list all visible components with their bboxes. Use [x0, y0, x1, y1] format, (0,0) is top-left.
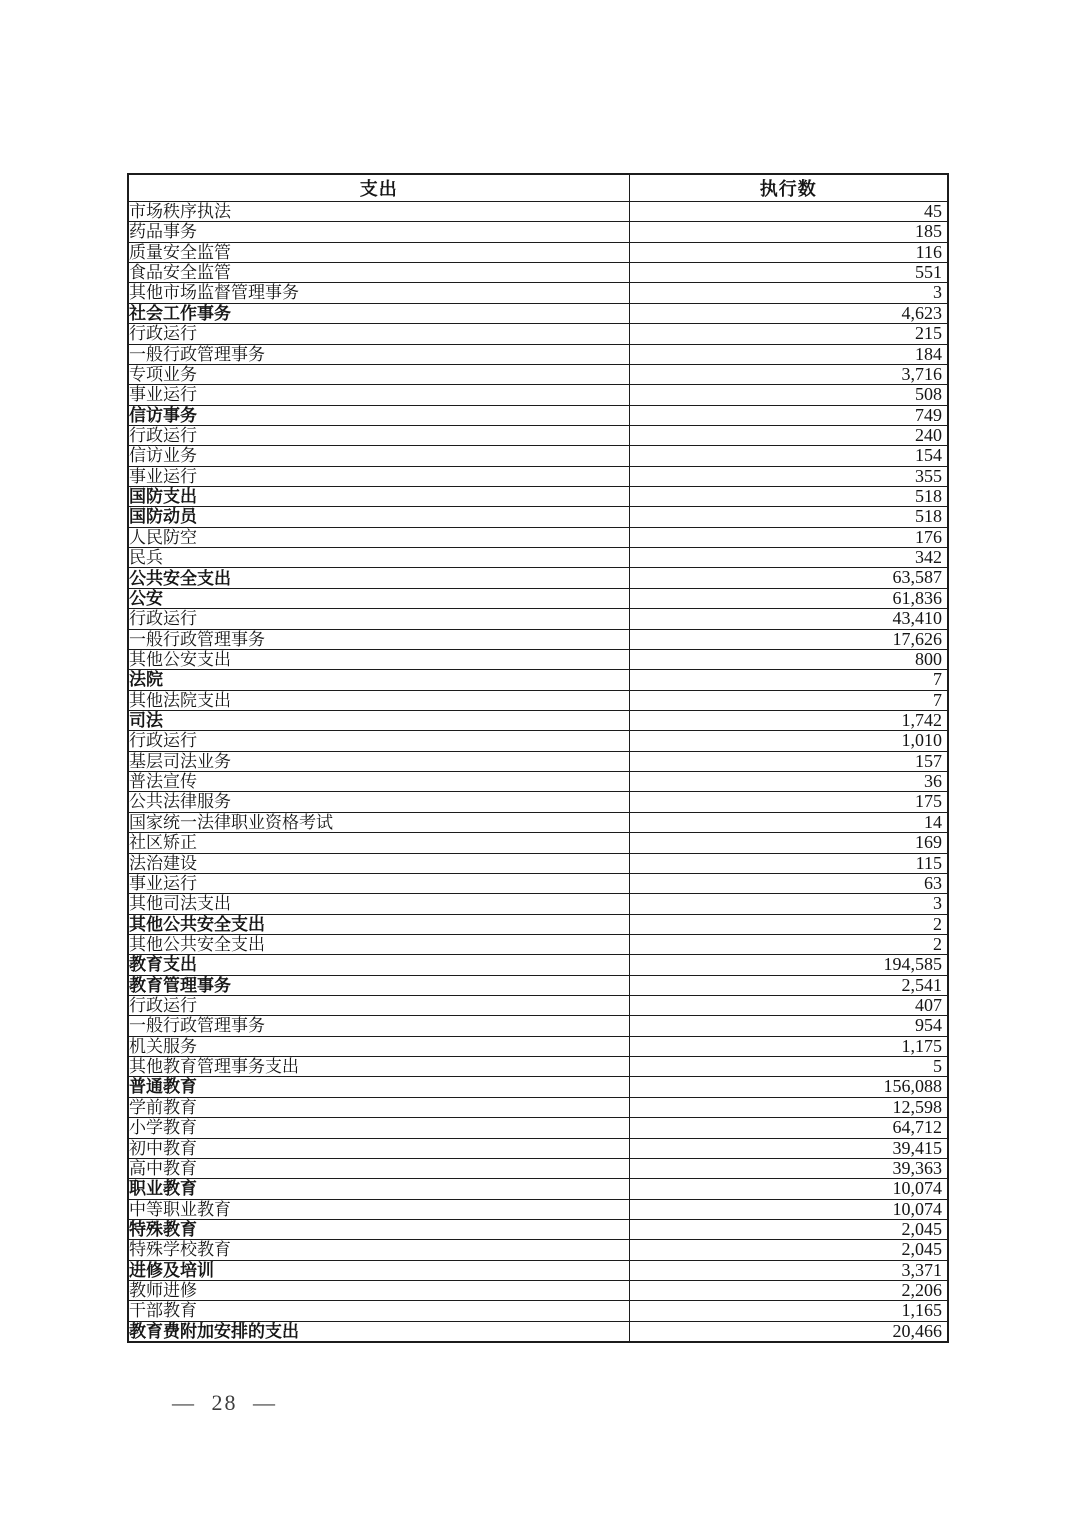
row-value: 116 — [629, 242, 948, 262]
row-label: 公共法律服务 — [128, 792, 629, 812]
row-value: 2 — [629, 914, 948, 934]
table-row — [128, 934, 948, 954]
row-value: 61,836 — [629, 588, 948, 608]
row-label: 一般行政管理事务 — [128, 344, 629, 364]
table-row — [128, 894, 948, 914]
table-row — [128, 1057, 948, 1077]
row-value: 176 — [629, 527, 948, 547]
table-row — [128, 1016, 948, 1036]
table-row — [128, 1036, 948, 1056]
budget-table — [127, 173, 949, 1343]
row-value: 14 — [629, 812, 948, 832]
row-value: 3 — [629, 283, 948, 303]
row-value: 2,045 — [629, 1240, 948, 1260]
row-label: 事业运行 — [128, 466, 629, 486]
row-value: 17,626 — [629, 629, 948, 649]
row-label: 信访事务 — [128, 405, 629, 425]
row-label: 行政运行 — [128, 996, 629, 1016]
table-row — [128, 772, 948, 792]
table-row — [128, 405, 948, 425]
table-row — [128, 466, 948, 486]
row-value: 342 — [629, 548, 948, 568]
row-value: 194,585 — [629, 955, 948, 975]
table-row — [128, 202, 948, 222]
row-label: 法治建设 — [128, 853, 629, 873]
table-row — [128, 1219, 948, 1239]
table-row — [128, 1281, 948, 1301]
table-row — [128, 751, 948, 771]
table-header — [128, 174, 948, 202]
row-value: 184 — [629, 344, 948, 364]
row-label: 国防动员 — [128, 507, 629, 527]
table-row — [128, 1240, 948, 1260]
table-header-expense: 支出 — [128, 174, 629, 202]
row-value: 551 — [629, 263, 948, 283]
row-label: 人民防空 — [128, 527, 629, 547]
table-row — [128, 263, 948, 283]
row-label: 事业运行 — [128, 873, 629, 893]
row-value: 64,712 — [629, 1118, 948, 1138]
table-row — [128, 1118, 948, 1138]
table-row — [128, 324, 948, 344]
table-row — [128, 588, 948, 608]
row-label: 民兵 — [128, 548, 629, 568]
row-label: 行政运行 — [128, 609, 629, 629]
table-row — [128, 507, 948, 527]
table-row — [128, 873, 948, 893]
table-row — [128, 364, 948, 384]
table-row — [128, 710, 948, 730]
row-value: 63,587 — [629, 568, 948, 588]
row-label: 公安 — [128, 588, 629, 608]
table-row — [128, 568, 948, 588]
table-row — [128, 1097, 948, 1117]
table-row — [128, 955, 948, 975]
table-row — [128, 731, 948, 751]
table-row — [128, 487, 948, 507]
row-label: 特殊教育 — [128, 1219, 629, 1239]
row-label: 一般行政管理事务 — [128, 629, 629, 649]
row-label: 其他法院支出 — [128, 690, 629, 710]
row-label: 其他市场监督管理事务 — [128, 283, 629, 303]
row-label: 普法宣传 — [128, 772, 629, 792]
row-label: 国家统一法律职业资格考试 — [128, 812, 629, 832]
row-label: 机关服务 — [128, 1036, 629, 1056]
row-value: 157 — [629, 751, 948, 771]
row-value: 215 — [629, 324, 948, 344]
table-row — [128, 975, 948, 995]
table-row — [128, 629, 948, 649]
row-value: 800 — [629, 649, 948, 669]
row-value: 355 — [629, 466, 948, 486]
row-value: 45 — [629, 202, 948, 222]
row-value: 518 — [629, 487, 948, 507]
row-value: 508 — [629, 385, 948, 405]
row-label: 教师进修 — [128, 1281, 629, 1301]
row-value: 240 — [629, 425, 948, 445]
row-value: 1,742 — [629, 710, 948, 730]
row-value: 954 — [629, 1016, 948, 1036]
row-label: 小学教育 — [128, 1118, 629, 1138]
row-label: 一般行政管理事务 — [128, 1016, 629, 1036]
table-row — [128, 385, 948, 405]
table-row — [128, 1138, 948, 1158]
row-value: 63 — [629, 873, 948, 893]
table-row — [128, 1321, 948, 1342]
row-label: 基层司法业务 — [128, 751, 629, 771]
row-label: 社区矫正 — [128, 833, 629, 853]
row-value: 39,415 — [629, 1138, 948, 1158]
table-row — [128, 792, 948, 812]
row-value: 10,074 — [629, 1179, 948, 1199]
row-label: 教育管理事务 — [128, 975, 629, 995]
row-value: 1,175 — [629, 1036, 948, 1056]
table-header-amount: 执行数 — [629, 174, 948, 202]
table-row — [128, 425, 948, 445]
row-label: 国防支出 — [128, 487, 629, 507]
table-row — [128, 670, 948, 690]
row-label: 质量安全监管 — [128, 242, 629, 262]
row-label: 社会工作事务 — [128, 303, 629, 323]
row-value: 407 — [629, 996, 948, 1016]
row-value: 2,206 — [629, 1281, 948, 1301]
row-label: 其他司法支出 — [128, 894, 629, 914]
row-label: 行政运行 — [128, 731, 629, 751]
table-row — [128, 1179, 948, 1199]
row-label: 其他公共安全支出 — [128, 914, 629, 934]
row-value: 3 — [629, 894, 948, 914]
table-row — [128, 649, 948, 669]
row-value: 2,045 — [629, 1219, 948, 1239]
row-value: 3,716 — [629, 364, 948, 384]
row-label: 职业教育 — [128, 1179, 629, 1199]
row-label: 药品事务 — [128, 222, 629, 242]
table-row — [128, 1260, 948, 1280]
row-value: 1,165 — [629, 1301, 948, 1321]
row-value: 5 — [629, 1057, 948, 1077]
table-row — [128, 1301, 948, 1321]
row-value: 36 — [629, 772, 948, 792]
row-label: 中等职业教育 — [128, 1199, 629, 1219]
row-label: 普通教育 — [128, 1077, 629, 1097]
row-value: 518 — [629, 507, 948, 527]
table-row — [128, 283, 948, 303]
row-value: 175 — [629, 792, 948, 812]
table-header-row — [128, 174, 948, 202]
row-label: 专项业务 — [128, 364, 629, 384]
table-row — [128, 242, 948, 262]
table-row — [128, 548, 948, 568]
row-value: 156,088 — [629, 1077, 948, 1097]
row-label: 食品安全监管 — [128, 263, 629, 283]
table-row — [128, 446, 948, 466]
row-label: 法院 — [128, 670, 629, 690]
table-body — [128, 202, 948, 1343]
row-value: 20,466 — [629, 1321, 948, 1342]
table-row — [128, 344, 948, 364]
table-row — [128, 222, 948, 242]
table-row — [128, 303, 948, 323]
table-row — [128, 853, 948, 873]
row-value: 3,371 — [629, 1260, 948, 1280]
row-value: 2 — [629, 934, 948, 954]
row-label: 高中教育 — [128, 1158, 629, 1178]
row-value: 10,074 — [629, 1199, 948, 1219]
table-row — [128, 833, 948, 853]
page-number: — 28 — — [172, 1390, 277, 1415]
row-label: 其他公安支出 — [128, 649, 629, 669]
row-value: 154 — [629, 446, 948, 466]
row-value: 12,598 — [629, 1097, 948, 1117]
row-value: 4,623 — [629, 303, 948, 323]
row-label: 事业运行 — [128, 385, 629, 405]
row-label: 特殊学校教育 — [128, 1240, 629, 1260]
table-row — [128, 812, 948, 832]
row-value: 185 — [629, 222, 948, 242]
row-value: 43,410 — [629, 609, 948, 629]
row-label: 教育支出 — [128, 955, 629, 975]
row-value: 2,541 — [629, 975, 948, 995]
row-label: 市场秩序执法 — [128, 202, 629, 222]
row-label: 初中教育 — [128, 1138, 629, 1158]
row-value: 39,363 — [629, 1158, 948, 1178]
row-label: 进修及培训 — [128, 1260, 629, 1280]
table-row — [128, 1077, 948, 1097]
row-value: 749 — [629, 405, 948, 425]
row-label: 信访业务 — [128, 446, 629, 466]
row-value: 7 — [629, 670, 948, 690]
row-label: 司法 — [128, 710, 629, 730]
table-row — [128, 609, 948, 629]
row-label: 行政运行 — [128, 324, 629, 344]
table-row — [128, 527, 948, 547]
table-row — [128, 914, 948, 934]
row-value: 7 — [629, 690, 948, 710]
table-row — [128, 1158, 948, 1178]
table-row — [128, 996, 948, 1016]
table-row — [128, 690, 948, 710]
table-row — [128, 1199, 948, 1219]
row-label: 其他公共安全支出 — [128, 934, 629, 954]
row-label: 学前教育 — [128, 1097, 629, 1117]
row-label: 教育费附加安排的支出 — [128, 1321, 629, 1342]
row-value: 169 — [629, 833, 948, 853]
row-label: 行政运行 — [128, 425, 629, 445]
row-label: 其他教育管理事务支出 — [128, 1057, 629, 1077]
row-value: 115 — [629, 853, 948, 873]
row-label: 公共安全支出 — [128, 568, 629, 588]
row-label: 干部教育 — [128, 1301, 629, 1321]
row-value: 1,010 — [629, 731, 948, 751]
